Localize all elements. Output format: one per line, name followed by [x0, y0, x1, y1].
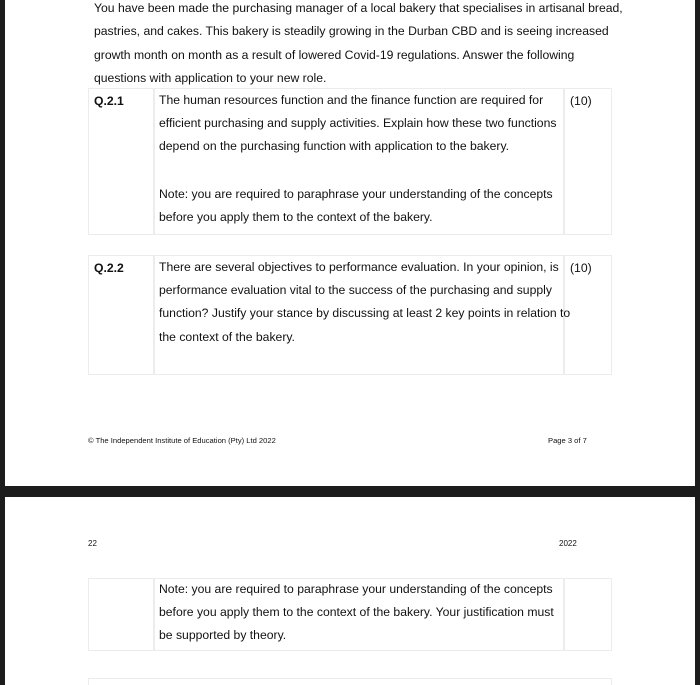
note-line: before you apply them to the context of the bakery. Your justification must — [159, 605, 554, 620]
intro-line: questions with application to your new role. — [94, 70, 327, 85]
page-header-left: 22 — [88, 539, 97, 548]
marks-q21: (10) — [570, 94, 592, 108]
note-line: Note: you are required to paraphrase your understanding of the concepts — [159, 582, 553, 596]
q21-label-cell — [88, 88, 154, 235]
question-line: efficient purchasing and supply activities. Explain how these two functions — [159, 116, 557, 131]
next-row-cell — [88, 678, 612, 685]
question-line: function? Justify your stance by discussing at least 2 key points in relation to — [159, 306, 571, 321]
copyright-footer: © The Independent Institute of Education (Pty) Ltd 2022 — [88, 436, 276, 445]
document-page-4 — [5, 497, 695, 685]
q21-marks-cell — [564, 88, 612, 235]
marks-q22: (10) — [570, 261, 592, 275]
note-q22 — [159, 578, 564, 648]
intro-paragraph — [94, 0, 623, 90]
note-line: Note: you are required to paraphrase your understanding of the concepts — [159, 187, 553, 201]
page-number: Page 3 of 7 — [548, 436, 587, 445]
note-line: before you apply them to the context of the bakery. — [159, 210, 433, 225]
question-text-q22 — [159, 256, 571, 349]
note-q21 — [159, 183, 564, 229]
intro-line: growth month on month as a result of lowered Covid-19 regulations. Answer the following — [94, 47, 575, 62]
intro-line: pastries, and cakes. This bakery is steadily growing in the Durban CBD and is seeing increased — [94, 24, 609, 39]
note-marks-cell — [564, 578, 612, 651]
document-page-3 — [5, 0, 695, 486]
page-header-right: 2022 — [559, 539, 577, 548]
question-line: performance evaluation vital to the success of the purchasing and supply — [159, 283, 552, 298]
question-number-q22: Q.2.2 — [94, 261, 124, 275]
question-number-q21: Q.2.1 — [94, 94, 124, 108]
note-line: be supported by theory. — [159, 628, 287, 643]
question-line: There are several objectives to performance evaluation. In your opinion, is — [159, 260, 559, 274]
intro-line: You have been made the purchasing manager of a local bakery that specialises in artisanal bread, — [94, 1, 623, 15]
question-line: The human resources function and the finance function are required for — [159, 93, 544, 107]
question-line: the context of the bakery. — [159, 329, 295, 344]
note-label-cell — [88, 578, 154, 651]
question-text-q21 — [159, 89, 564, 159]
question-line: depend on the purchasing function with application to the bakery. — [159, 139, 510, 154]
